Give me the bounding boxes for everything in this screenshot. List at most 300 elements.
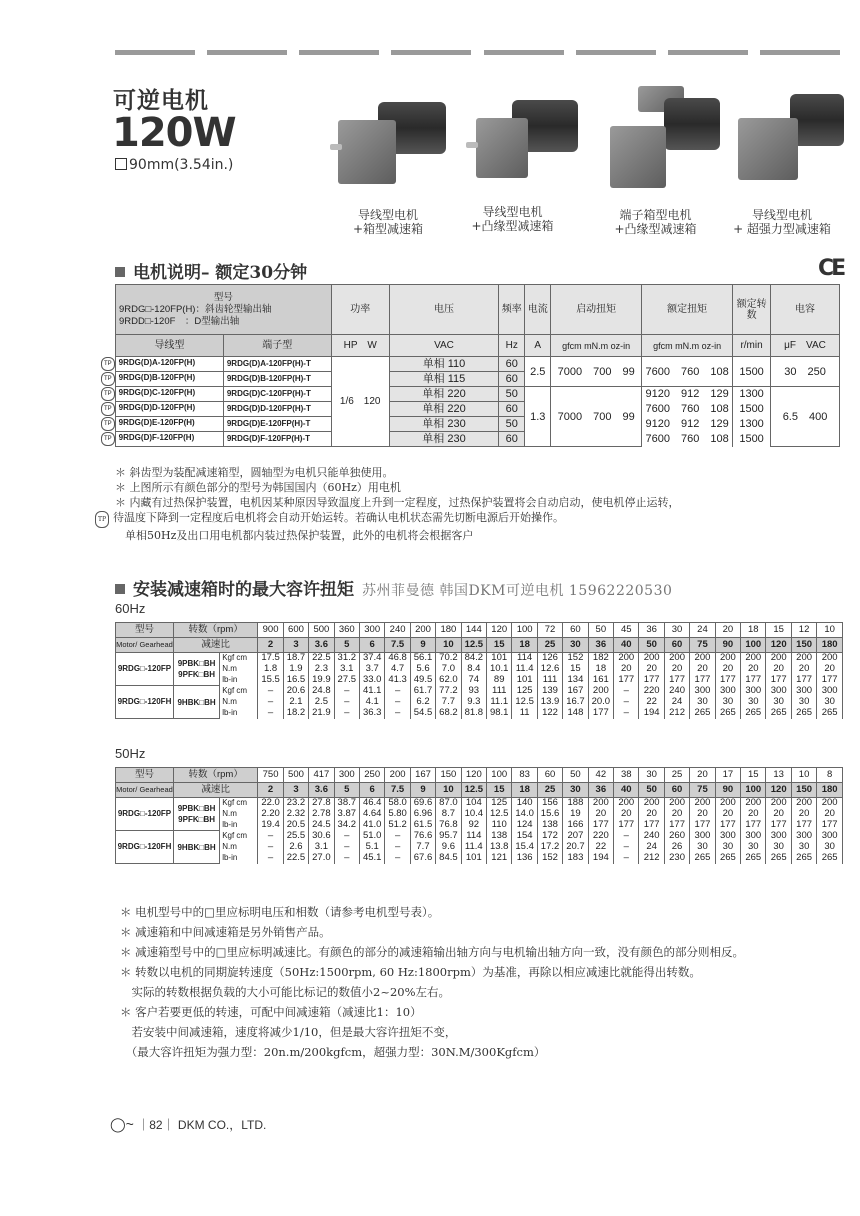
torque-value: –: [614, 842, 639, 853]
torque-value: 300: [766, 831, 791, 842]
speed-value: 150: [436, 768, 461, 783]
torque-value: 41.1: [359, 686, 384, 697]
torque-value: 177: [664, 675, 689, 686]
torque-value: 30: [715, 842, 740, 853]
torque-value: 194: [639, 708, 664, 719]
voltage-value: 单相 230: [389, 417, 499, 432]
voltage-header: 电压: [389, 285, 499, 335]
torque-value: 300: [741, 686, 766, 697]
torque-value: 20: [791, 809, 816, 820]
torque-value: 212: [664, 708, 689, 719]
ratio-value: 2: [258, 638, 283, 653]
torque-value: 177: [817, 820, 843, 831]
torque-value: 177: [766, 675, 791, 686]
torque-value: –: [334, 853, 359, 864]
freq-value: 60: [499, 372, 525, 387]
torque-value: 177: [588, 708, 613, 719]
torque-value: 3.1: [334, 664, 359, 675]
torque-value: 2.78: [309, 809, 334, 820]
torque-value: 76.8: [436, 820, 461, 831]
torque-value: 4.64: [359, 809, 384, 820]
torque-value: 138: [487, 831, 512, 842]
ratio-value: 180: [817, 783, 843, 798]
torque-value: 265: [690, 853, 715, 864]
torque-value: 111: [487, 686, 512, 697]
speed-value: 500: [283, 768, 308, 783]
section-title-spec: 电机说明– 额定30分钟: [115, 258, 307, 283]
ratio-value: 100: [741, 783, 766, 798]
speed-value: 20: [715, 623, 740, 638]
torque-value: 300: [715, 686, 740, 697]
motor-image-2: [462, 96, 582, 206]
current-header: 电流: [525, 285, 551, 335]
top-dashed-rule: [115, 50, 840, 55]
torque-value: 17.2: [537, 842, 562, 853]
torque-value: 200: [791, 798, 816, 809]
ratio-value: 30: [563, 638, 588, 653]
ce-mark-icon: CE: [818, 256, 844, 281]
torque-value: 22.0: [258, 798, 283, 809]
torque-value: 20: [741, 809, 766, 820]
torque-value: 265: [766, 708, 791, 719]
rated-torque-value: 7600 760 108: [642, 432, 733, 447]
torque-value: 220: [588, 831, 613, 842]
torque-value: 177: [690, 820, 715, 831]
torque-value: 265: [817, 853, 843, 864]
speed-value: 250: [359, 768, 384, 783]
torque-value: 12.5: [487, 809, 512, 820]
torque-value: 125: [512, 686, 537, 697]
torque-value: 30.6: [309, 831, 334, 842]
torque-value: –: [258, 686, 283, 697]
company-name: DKM CO.，LTD.: [177, 1118, 267, 1132]
torque-value: 300: [791, 686, 816, 697]
model-header: 型号: [116, 623, 174, 638]
terminal-model: 9RDG(D)E-120FP(H)-T: [223, 417, 331, 432]
rated-speed-value: 1500: [733, 402, 771, 417]
rated-torque-value: 7600 760 108: [642, 402, 733, 417]
torque-value: 139: [537, 686, 562, 697]
torque-value: 4.1: [359, 697, 384, 708]
voltage-value: 单相 115: [389, 372, 499, 387]
torque-value: 45.1: [359, 853, 384, 864]
terminal-model: 9RDG(D)A-120FP(H)-T: [223, 357, 331, 372]
unit-label: N.m: [220, 809, 258, 820]
torque-value: 20.5: [283, 820, 308, 831]
rated-torque-value: 9120 912 129: [642, 417, 733, 432]
torque-value: 200: [715, 798, 740, 809]
torque-table-60hz: [115, 622, 843, 719]
ratio-value: 36: [588, 638, 613, 653]
product-title: 可逆电机: [113, 87, 209, 114]
speed-value: 167: [410, 768, 435, 783]
torque-value: 111: [537, 675, 562, 686]
torque-value: 300: [690, 686, 715, 697]
torque-value: 77.2: [436, 686, 461, 697]
ratio-value: 40: [614, 638, 639, 653]
freq-value: 50: [499, 417, 525, 432]
torque-value: 14.0: [512, 809, 537, 820]
speed-value: 36: [639, 623, 664, 638]
torque-value: 300: [766, 686, 791, 697]
torque-value: 11.4: [512, 664, 537, 675]
torque-value: 51.0: [359, 831, 384, 842]
speed-value: 25: [664, 768, 689, 783]
torque-value: 177: [766, 820, 791, 831]
label-50hz: 50Hz: [115, 746, 146, 761]
torque-value: 194: [588, 853, 613, 864]
torque-notes: ＊ 电机型号中的□里应标明电压和相数（请参考电机型号表）。 ＊ 减速箱和中间减速箱是另外销售产品。 ＊ 减速箱型号中的□里应标明减速比。有颜色的部分的减速箱输出轴方向与电机输出轴方向一致，没有颜色的部分则相反。 ＊ 转数以电机的同期旋转速度（50Hz:1500rpm, 60 Hz:1800rpm）为基准，再除以相应减速比就能得出转数。 实际的转数根据负载的大小可能比标记的数值小2~20%左右。 ＊ 客户若要更低的转速，可配中间减速箱（减速比1：10） 若安装中间减速箱，速度将减少1/10，但是最大容许扭矩不变， （最大容许扭矩为强力型：20n.m/200kgfcm，超强力型：30N.M/300Kgfcm）: [120, 905, 745, 1059]
tp-icon: TP: [101, 432, 115, 446]
torque-value: –: [334, 686, 359, 697]
torque-value: 161: [588, 675, 613, 686]
torque-value: 26: [664, 842, 689, 853]
torque-value: 74: [461, 675, 486, 686]
tp-icon: TP: [101, 402, 115, 416]
capacitor-value: 6.5 400: [771, 387, 840, 447]
ratio-value: 2: [258, 783, 283, 798]
rated-torque-header: 额定扭矩: [642, 285, 733, 335]
torque-value: 300: [690, 831, 715, 842]
torque-value: 76.6: [410, 831, 435, 842]
speed-value: 100: [512, 623, 537, 638]
torque-value: 265: [715, 853, 740, 864]
torque-value: 265: [791, 853, 816, 864]
label-60hz: 60Hz: [115, 601, 146, 616]
capacitor-header: 电容: [771, 285, 840, 335]
unit-label: N.m: [220, 697, 258, 708]
torque-value: –: [385, 842, 410, 853]
torque-value: 300: [817, 831, 843, 842]
torque-value: 172: [537, 831, 562, 842]
page-footer: ◯~ ｜82｜ DKM CO.，LTD.: [110, 1116, 267, 1132]
ratio-value: 18: [512, 638, 537, 653]
torque-value: 15: [563, 664, 588, 675]
torque-value: 200: [715, 653, 740, 664]
freq-value: 60: [499, 432, 525, 447]
torque-value: 54.5: [410, 708, 435, 719]
torque-value: 2.20: [258, 809, 283, 820]
unit-label: lb-in: [220, 675, 258, 686]
torque-value: 38.7: [334, 798, 359, 809]
terminal-type-header: 端子型: [223, 335, 331, 357]
ratio-value: 10: [436, 783, 461, 798]
speed-value: 600: [283, 623, 308, 638]
torque-value: 23.2: [283, 798, 308, 809]
motor-image-1: [330, 92, 450, 202]
torque-value: 122: [537, 708, 562, 719]
torque-value: 19.4: [258, 820, 283, 831]
torque-value: 200: [817, 798, 843, 809]
torque-value: 30: [791, 842, 816, 853]
torque-value: 15.6: [537, 809, 562, 820]
torque-value: 20: [588, 809, 613, 820]
torque-value: 20: [715, 809, 740, 820]
torque-value: –: [334, 697, 359, 708]
current-value: 2.5: [525, 357, 551, 387]
lead-type-header: 导线型: [116, 335, 224, 357]
torque-value: 13.9: [537, 697, 562, 708]
power-rating: 120W: [112, 110, 236, 156]
torque-value: 177: [741, 820, 766, 831]
unit-label: N.m: [220, 664, 258, 675]
speed-value: 417: [309, 768, 334, 783]
torque-value: 20.0: [588, 697, 613, 708]
torque-value: 20: [766, 664, 791, 675]
ratio-value: 60: [664, 638, 689, 653]
torque-value: 24.8: [309, 686, 334, 697]
torque-value: 200: [664, 653, 689, 664]
torque-value: 70.2: [436, 653, 461, 664]
torque-value: 177: [715, 820, 740, 831]
torque-value: 154: [512, 831, 537, 842]
torque-value: 87.0: [436, 798, 461, 809]
torque-value: –: [334, 708, 359, 719]
torque-value: 81.8: [461, 708, 486, 719]
voltage-value: 单相 220: [389, 402, 499, 417]
motor-caption-3: 端子箱型电机 +凸缘型减速箱: [614, 208, 697, 236]
gearhead-model: 9PBK□BH 9PFK□BH: [173, 798, 219, 831]
torque-value: 89: [487, 675, 512, 686]
ratio-value: 3: [283, 638, 308, 653]
torque-value: 177: [715, 675, 740, 686]
torque-value: 27.0: [309, 853, 334, 864]
torque-value: 11.4: [461, 842, 486, 853]
torque-value: 240: [639, 831, 664, 842]
torque-value: 16.7: [563, 697, 588, 708]
torque-value: 265: [741, 853, 766, 864]
torque-value: 188: [563, 798, 588, 809]
ratio-value: 12.5: [461, 783, 486, 798]
torque-value: 20: [614, 809, 639, 820]
speed-value: 20: [690, 768, 715, 783]
ratio-value: 30: [563, 783, 588, 798]
torque-value: 101: [487, 653, 512, 664]
torque-value: 98.1: [487, 708, 512, 719]
speed-value: 50: [563, 768, 588, 783]
ratio-value: 180: [817, 638, 843, 653]
torque-value: 101: [512, 675, 537, 686]
torque-value: 30: [741, 842, 766, 853]
speed-value: 8: [817, 768, 843, 783]
ratio-value: 90: [715, 783, 740, 798]
torque-value: 13.8: [487, 842, 512, 853]
speed-value: 13: [766, 768, 791, 783]
torque-value: 152: [537, 853, 562, 864]
ratio-value: 3: [283, 783, 308, 798]
torque-value: 200: [817, 653, 843, 664]
torque-value: 19: [563, 809, 588, 820]
torque-value: 25.5: [283, 831, 308, 842]
freq-value: 60: [499, 357, 525, 372]
torque-value: 177: [791, 675, 816, 686]
torque-value: 140: [512, 798, 537, 809]
rated-speed-value: 1300: [733, 387, 771, 402]
speed-value: 18: [741, 623, 766, 638]
torque-value: 177: [664, 820, 689, 831]
torque-value: 34.2: [334, 820, 359, 831]
torque-value: –: [614, 686, 639, 697]
speed-value: 10: [791, 768, 816, 783]
speed-value: 144: [461, 623, 486, 638]
torque-value: 20: [664, 809, 689, 820]
speed-value: 300: [334, 768, 359, 783]
torque-value: 68.2: [436, 708, 461, 719]
torque-value: 18.7: [283, 653, 308, 664]
torque-value: 134: [563, 675, 588, 686]
ratio-value: 6: [359, 783, 384, 798]
ratio-value: 150: [791, 783, 816, 798]
ratio-value: 50: [639, 638, 664, 653]
spec-notes: ＊ 斜齿型为装配减速箱型，圆轴型为电机只能单独使用。 ＊ 上图所示有颜色部分的型号为韩国国内（60Hz）用电机 ＊ 内藏有过热保护装置，电机因某种原因导致温度上升到一定程度，过热保护装置将会自动启动，使电机停止运转， TP 待温度下降到一定程度后电机将会自动开始运转。若确认电机状态需先切断电源后开始操作。 单相50Hz及出口用电机都内装过热保护装置，此外的电机将会根据客户: [115, 465, 680, 543]
rated-torque-value: 7600 760 108: [642, 357, 733, 387]
motor-gearhead-header: Motor/ Gearhead: [116, 638, 174, 653]
torque-value: 114: [512, 653, 537, 664]
torque-value: 200: [614, 798, 639, 809]
speed-value: 180: [436, 623, 461, 638]
unit-label: Kgf cm: [220, 653, 258, 664]
torque-value: 36.3: [359, 708, 384, 719]
torque-value: 265: [791, 708, 816, 719]
torque-value: 27.5: [334, 675, 359, 686]
torque-value: 30: [766, 842, 791, 853]
speed-value: 50: [588, 623, 613, 638]
speed-header: 转数（rpm）: [173, 623, 257, 638]
torque-value: 41.3: [385, 675, 410, 686]
motor-model: 9RDG□-120FH: [116, 831, 174, 864]
torque-value: 93: [461, 686, 486, 697]
torque-value: 20: [715, 664, 740, 675]
torque-value: 200: [639, 798, 664, 809]
ratio-value: 100: [741, 638, 766, 653]
torque-value: 6.96: [410, 809, 435, 820]
torque-value: –: [614, 708, 639, 719]
torque-value: 22: [639, 697, 664, 708]
unit-label: N.m: [220, 842, 258, 853]
torque-value: 200: [741, 798, 766, 809]
speed-value: 24: [690, 623, 715, 638]
torque-value: 30: [715, 697, 740, 708]
terminal-model: 9RDG(D)F-120FP(H)-T: [223, 432, 331, 447]
torque-value: 41.0: [359, 820, 384, 831]
speed-value: 12: [791, 623, 816, 638]
torque-value: 10.4: [461, 809, 486, 820]
ratio-value: 9: [410, 783, 435, 798]
torque-value: 61.5: [410, 820, 435, 831]
torque-value: 200: [741, 653, 766, 664]
torque-value: 30: [766, 697, 791, 708]
speed-value: 17: [715, 768, 740, 783]
torque-value: 240: [664, 686, 689, 697]
torque-value: 2.1: [283, 697, 308, 708]
lead-model: TP 9RDG(D)B-120FP(H): [116, 372, 224, 387]
torque-value: 156: [537, 798, 562, 809]
terminal-model: 9RDG(D)D-120FP(H)-T: [223, 402, 331, 417]
freq-value: 50: [499, 387, 525, 402]
torque-value: 265: [690, 708, 715, 719]
torque-value: 69.6: [410, 798, 435, 809]
torque-value: 56.1: [410, 653, 435, 664]
rated-speed-value: 1500: [733, 432, 771, 447]
torque-value: –: [258, 708, 283, 719]
ratio-value: 18: [512, 783, 537, 798]
torque-value: 152: [563, 653, 588, 664]
torque-value: 84.5: [436, 853, 461, 864]
torque-value: 20: [614, 664, 639, 675]
torque-value: 207: [563, 831, 588, 842]
ratio-value: 7.5: [385, 783, 410, 798]
torque-value: 24.5: [309, 820, 334, 831]
torque-value: 125: [487, 798, 512, 809]
torque-value: 24: [664, 697, 689, 708]
torque-value: 7.7: [410, 842, 435, 853]
torque-value: 95.7: [436, 831, 461, 842]
torque-value: 20: [817, 809, 843, 820]
torque-value: 15.5: [258, 675, 283, 686]
speed-value: 120: [461, 768, 486, 783]
motor-model: 9RDG□-120FP: [116, 798, 174, 831]
torque-value: 3.1: [309, 842, 334, 853]
torque-value: 265: [715, 708, 740, 719]
ratio-value: 40: [614, 783, 639, 798]
torque-value: 21.9: [309, 708, 334, 719]
torque-value: –: [385, 686, 410, 697]
torque-value: 30: [741, 697, 766, 708]
capacitor-value: 30 250: [771, 357, 840, 387]
torque-value: 183: [563, 853, 588, 864]
gearhead-model: 9HBK□BH: [173, 686, 219, 719]
speed-value: 72: [537, 623, 562, 638]
torque-value: –: [258, 697, 283, 708]
torque-value: 177: [817, 675, 843, 686]
torque-value: 2.32: [283, 809, 308, 820]
torque-value: 300: [817, 686, 843, 697]
torque-value: 2.5: [309, 697, 334, 708]
torque-value: 265: [741, 708, 766, 719]
footer-logo-icon: ◯~: [110, 1116, 134, 1132]
torque-value: 177: [639, 675, 664, 686]
speed-value: 30: [664, 623, 689, 638]
torque-value: 30: [817, 697, 843, 708]
torque-value: 20: [639, 664, 664, 675]
torque-value: 84.2: [461, 653, 486, 664]
torque-value: 16.5: [283, 675, 308, 686]
lead-model: TP 9RDG(D)C-120FP(H): [116, 387, 224, 402]
torque-value: 104: [461, 798, 486, 809]
terminal-model: 9RDG(D)B-120FP(H)-T: [223, 372, 331, 387]
ratio-value: 15: [487, 638, 512, 653]
torque-value: 17.5: [258, 653, 283, 664]
torque-value: 177: [741, 675, 766, 686]
speed-value: 38: [614, 768, 639, 783]
torque-table-50hz: [115, 767, 843, 864]
torque-value: 20: [817, 664, 843, 675]
torque-value: 5.80: [385, 809, 410, 820]
torque-value: 212: [639, 853, 664, 864]
speed-value: 83: [512, 768, 537, 783]
motor-gearhead-header: Motor/ Gearhead: [116, 783, 174, 798]
torque-value: 300: [741, 831, 766, 842]
ratio-value: 60: [664, 783, 689, 798]
ratio-value: 90: [715, 638, 740, 653]
torque-value: 31.2: [334, 653, 359, 664]
unit-label: Kgf cm: [220, 831, 258, 842]
torque-value: 136: [512, 853, 537, 864]
torque-value: 177: [791, 820, 816, 831]
torque-value: 6.2: [410, 697, 435, 708]
torque-value: –: [258, 853, 283, 864]
unit-label: lb-in: [220, 820, 258, 831]
